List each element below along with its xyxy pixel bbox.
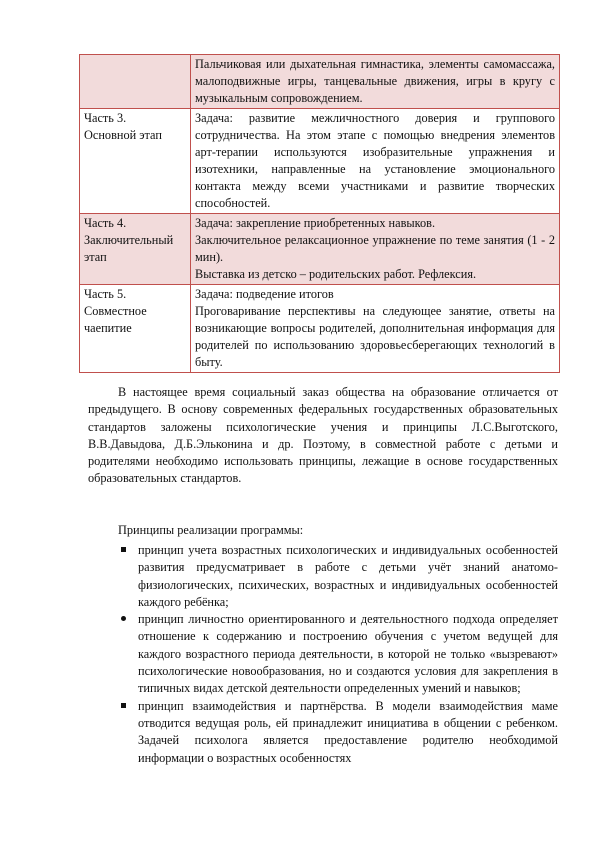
square-bullet-icon [118, 542, 128, 559]
cell-line: Проговаривание перспективы на следующее занятие, ответы на возникающие вопросы родителей, дополнительная информация для родителей по использованию здоровьесберегающих технологий в быту. [195, 304, 555, 369]
table-row [80, 285, 560, 373]
principle-text: принцип личностно ориентированного и деятельностного подхода определяет отношение к содержанию и построению обучения с учетом ведущей для каждого возрастного периода деятельности, в которой не только «вызревают» психологические новообразования, но и создаются условия для закрепления в типичных видах детской деятельности определенных умений и навыков; [138, 612, 558, 696]
stage-number: Часть 3. [84, 111, 127, 125]
table-cell-stage [80, 214, 191, 285]
cell-line: Выставка из детско – родительских работ. Рефлексия. [195, 267, 477, 281]
list-item [118, 611, 558, 697]
table-row [80, 109, 560, 214]
stage-title: Заключительный этап [84, 233, 174, 264]
table-cell-content: Пальчиковая или дыхательная гимнастика, элементы самомассажа, малоподвижные игры, танцевальные движения, игры в кругу с музыкальным сопровождением. [191, 55, 560, 109]
cell-line: Заключительное релаксационное упражнение по теме занятия (1 - 2 мин). [195, 233, 555, 264]
principle-text: принцип взаимодействия и партнёрства. В модели взаимодействия маме отводится ведущая роль, ей принадлежит инициатива в общении с ребенком. Задачей психолога является предоставление родителю необходимой информации о возрастных особенностях [138, 698, 558, 765]
table-cell-content: Задача: развитие межличностного доверия и группового сотрудничества. На этом этапе с помощью внедрения элементов арт-терапии используются изобразительные упражнения и изотехники, направленные на установление эмоционального контакта между всеми участниками и развитие творческих способностей. [191, 109, 560, 214]
principles-heading: Принципы реализации программы: [118, 523, 304, 537]
table-row [80, 55, 560, 109]
cell-line: Задача: закрепление приобретенных навыков. [195, 216, 436, 230]
round-bullet-icon [118, 611, 128, 628]
table-cell-content [191, 285, 560, 373]
list-item [118, 542, 558, 611]
table-cell-stage [80, 109, 191, 214]
principle-text: принцип учета возрастных психологических и индивидуальных особенностей развития предусматривает в работе с детьми учёт знаний анатомо-физиологических, психических, возрастных и индивидуальных особенностей каждого ребёнка; [138, 543, 558, 609]
list-item [118, 698, 558, 767]
stage-number: Часть 4. [84, 216, 127, 230]
table-cell-stage [80, 55, 191, 109]
square-bullet-icon [118, 698, 128, 715]
stage-number: Часть 5. [84, 287, 127, 301]
principles-list [118, 542, 558, 767]
table-row [80, 214, 560, 285]
stage-title: Основной этап [84, 128, 162, 142]
body-paragraph: В настоящее время социальный заказ общества на образование отличается от предыдущего. В основу современных федеральных государственных образовательных стандартов заложены психологические учения и принципы Л.С.Выготского, В.В.Давыдова, Д.Б.Эльконина и др. Поэтому, в совместной работе с детьми и родителями необходимо использовать принципы, лежащие в основе государственных образовательных стандартов. [88, 385, 558, 486]
cell-line: Задача: подведение итогов [195, 287, 334, 301]
lesson-plan-table [79, 54, 560, 373]
table-cell-content [191, 214, 560, 285]
table-cell-stage [80, 285, 191, 373]
stage-title: Совместное чаепитие [84, 304, 147, 335]
